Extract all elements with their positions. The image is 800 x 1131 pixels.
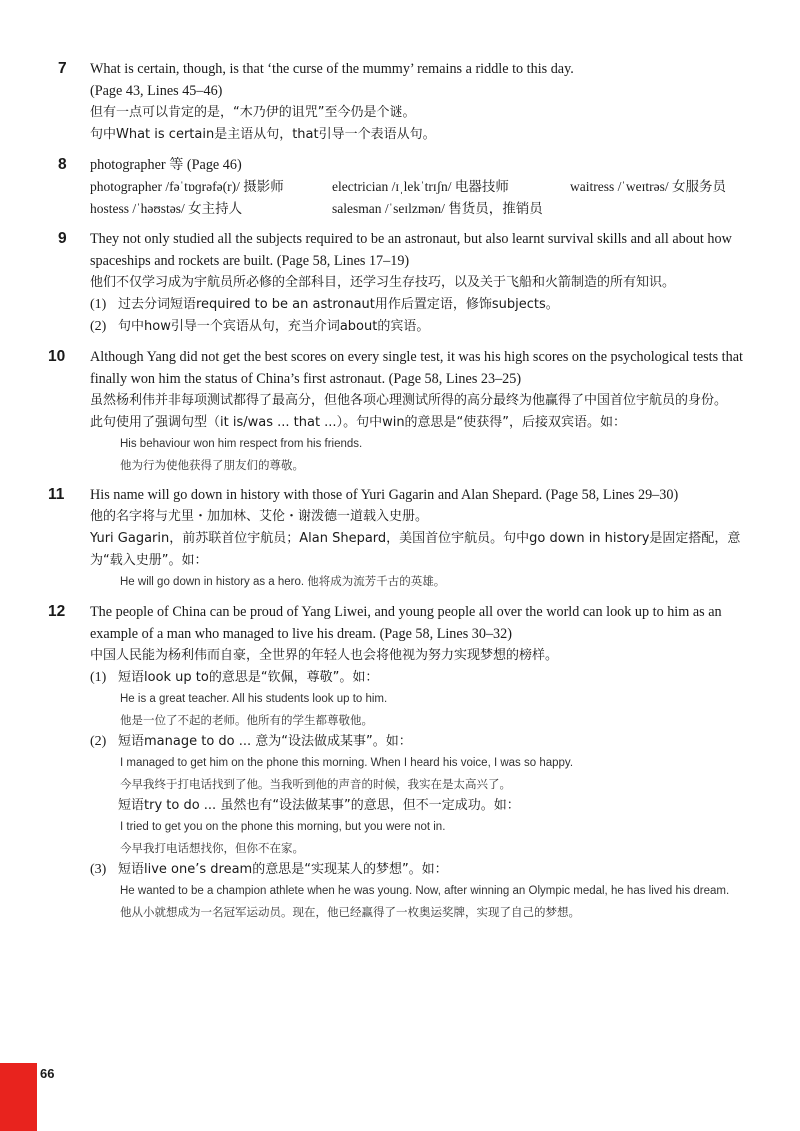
note-sentence: His name will go down in history with those of Yuri Gagarin and Alan Shepard. (Page 58, Lines 29–30) (90, 487, 679, 503)
note-point (90, 731, 760, 859)
vocab-item: electrician /ɪˌlekˈtrɪʃn/ 电器技师 (332, 179, 509, 194)
vocab-item: photographer /fəˈtɒɡrəfə(r)/ 摄影师 (90, 179, 284, 194)
note-number: 8 (58, 156, 67, 173)
notes-content (0, 58, 800, 931)
note-point (90, 667, 760, 731)
point-label: (2) (90, 319, 107, 334)
note-explanation: 此句使用了强调句型（it is/was ... that ...）。句中win的意思是“使获得”，后接双宾语。如： (90, 415, 627, 430)
note-number: 10 (48, 348, 66, 365)
note-translation: 他的名字将与尤里・加加林、艾伦・谢泼德一道载入史册。 (90, 509, 429, 524)
note-number: 9 (58, 230, 67, 247)
example-english: I tried to get you on the phone this morning, but you were not in. (120, 821, 446, 833)
page-accent-bar (0, 1063, 37, 1131)
note-translation: 中国人民能为杨利伟而自豪，全世界的年轻人也会将他视为努力实现梦想的榜样。 (90, 648, 559, 663)
point-text: 句中how引导一个宾语从句，充当介词about的宾语。 (118, 319, 430, 334)
point-label: (3) (90, 862, 107, 877)
point-text: 短语manage to do ... 意为“设法做成某事”。如： (118, 734, 412, 749)
note-10 (0, 346, 800, 476)
vocab-item: salesman /ˈseɪlzmən/ 售货员，推销员 (332, 201, 543, 216)
example-chinese: 他为行为使他获得了朋友们的尊敬。 (120, 458, 304, 472)
example-english: He is a great teacher. All his students look up to him. (120, 693, 388, 705)
note-number: 12 (48, 603, 66, 620)
note-7 (0, 58, 800, 146)
point-label: (1) (90, 670, 107, 685)
vocab-item: waitress /ˈweɪtrəs/ 女服务员 (570, 179, 726, 194)
note-explanation: 句中What is certain是主语从句，that引导一个表语从句。 (90, 127, 436, 142)
page-number: 66 (40, 1066, 55, 1081)
point-text: 短语try to do ... 虽然也有“设法做某事”的意思，但不一定成功。如： (118, 798, 520, 813)
vocab-item: hostess /ˈhəʊstəs/ 女主持人 (90, 201, 243, 216)
note-sentence: The people of China can be proud of Yang Liwei, and young people all over the world can look up to him as an example of a man who managed to live his dream. (Page 58, Lines 30–32) (90, 604, 722, 642)
note-translation: 虽然杨利伟并非每项测试都得了最高分，但他各项心理测试所得的高分最终为他赢得了中国首位宇航员的身份。 (90, 393, 728, 408)
note-point (90, 294, 760, 316)
note-number: 11 (48, 486, 65, 503)
note-reference: (Page 43, Lines 45–46) (90, 83, 223, 99)
example-english: I managed to get him on the phone this morning. When I heard his voice, I was so happy. (120, 757, 574, 769)
point-text: 过去分词短语required to be an astronaut用作后置定语，修饰subjects。 (118, 297, 559, 312)
note-9 (0, 228, 800, 338)
vocab-grid (90, 176, 760, 220)
note-point (90, 316, 760, 338)
example-chinese: 他是一位了不起的老师。他所有的学生都尊敬他。 (120, 713, 373, 727)
example-sentence: He will go down in history as a hero. 他将成为流芳千古的英雄。 (120, 576, 446, 588)
note-translation: 但有一点可以肯定的是，“木乃伊的诅咒”至今仍是个谜。 (90, 105, 416, 120)
example-chinese: 今早我终于打电话找到了他。当我听到他的声音的时候，我实在是太高兴了。 (120, 777, 511, 791)
note-8 (0, 154, 800, 220)
note-number: 7 (58, 60, 67, 77)
example-english: His behaviour won him respect from his friends. (120, 438, 363, 450)
point-text: 短语look up to的意思是“钦佩，尊敬”。如： (118, 670, 379, 685)
point-text: 短语live one’s dream的意思是“实现某人的梦想”。如： (118, 862, 448, 877)
note-11 (0, 484, 800, 593)
note-sentence: Although Yang did not get the best scores on every single test, it was his high scores on the psychological tests that finally won him the status of China’s first astronaut. (Page 58, Lines 23–25) (90, 349, 743, 387)
example-chinese: 今早我打电话想找你，但你不在家。 (120, 841, 304, 855)
point-label: (1) (90, 297, 107, 312)
note-explanation: Yuri Gagarin，前苏联首位宇航员；Alan Shepard，美国首位宇航员。句中go down in history是固定搭配，意为“载入史册”。如： (90, 531, 741, 568)
note-sentence: They not only studied all the subjects required to be an astronaut, but also learnt survival skills and all about how spaceships and rockets are built. (Page 58, Lines 17–19) (90, 231, 732, 269)
note-12 (0, 601, 800, 923)
note-sentence: What is certain, though, is that ‘the curse of the mummy’ remains a riddle to this day. (90, 61, 574, 77)
point-label: (2) (90, 734, 107, 749)
example-english: He wanted to be a champion athlete when he was young. Now, after winning an Olympic medal, he has lived his dream. (120, 885, 730, 897)
note-point (90, 859, 760, 923)
note-translation: 他们不仅学习成为宇航员所必修的全部科目，还学习生存技巧，以及关于飞船和火箭制造的所有知识。 (90, 275, 676, 290)
note-heading: photographer 等 (Page 46) (90, 157, 242, 173)
example-chinese: 他从小就想成为一名冠军运动员。现在，他已经赢得了一枚奥运奖牌，实现了自己的梦想。 (120, 905, 580, 919)
